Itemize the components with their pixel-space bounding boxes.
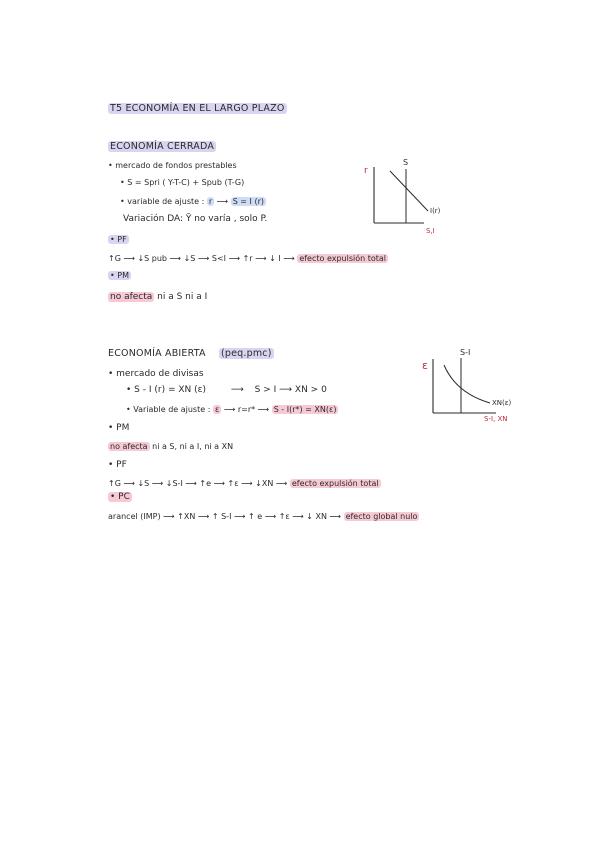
graph-xn-label: XN(ε) [492,399,512,407]
open-pc-label: • PC [110,492,130,502]
closed-market-line: • mercado de fondos prestables [108,161,237,170]
open-adjustment-line: • Variable de ajuste : ε ⟶ r=r* ⟶ S - I(r*) = XN(ε) [126,405,337,414]
adjustment-variable: r [208,197,213,206]
pf-effect-text: efecto expulsión total [299,254,387,263]
closed-pm-label: • PM [110,271,129,280]
open-pm-line: no afecta ni a S, ni a I, ni a XN [110,442,234,451]
open-pf-label: • PF [108,460,127,470]
open-market-line: • mercado de divisas [108,369,204,379]
graph-si-label: S-I [460,348,471,357]
open-heading-note: (peq.pmc) [220,348,272,359]
closed-pf-chain: ↑G ⟶ ↓S pub ⟶ ↓S ⟶ S<I ⟶ ↑r ⟶ ↓ I ⟶ efecto expulsión total [108,254,387,263]
closed-economy-heading: ECONOMÍA CERRADA [110,141,215,152]
foreign-exchange-graph [418,345,518,425]
graph-y-label: r [364,166,368,176]
closed-variation-line: Variación DA: Ȳ no varía , solo P. [123,214,268,224]
graph-x-label: S,I [426,227,435,235]
graph-epsilon-label: ε [422,359,428,372]
loanable-funds-graph [360,155,440,235]
closed-pm-line: no afecta ni a S ni a I [110,292,208,302]
open-economy-heading: ECONOMÍA ABIERTA (peq.pmc) [108,348,272,359]
pc-effect-text: efecto global nulo [345,512,418,521]
net-exports-curve [444,365,490,403]
open-equilibrium-equation: S - I(r*) = XN(ε) [273,405,337,414]
closed-adjustment-line: • variable de ajuste : r ⟶ S = I (r) [120,197,264,206]
investment-curve [390,171,428,211]
open-pf-chain: ↑G ⟶ ↓S ⟶ ↓S-I ⟶ ↑e ⟶ ↑ε ⟶ ↓XN ⟶ efecto expulsión total [108,479,379,488]
graph-i-label: I(r) [430,207,441,215]
closed-pf-label: • PF [110,235,127,244]
graph-s-label: S [403,158,409,167]
open-adjustment-variable: ε [214,405,220,414]
page-title: T5 ECONOMÍA EN EL LARGO PLAZO [110,103,285,114]
closed-savings-equation: • S = Spri ( Y-T-C) + Spub (T-G) [120,178,245,187]
open-pc-chain: arancel (IMP) ⟶ ↑XN ⟶ ↑ S-I ⟶ ↑ e ⟶ ↑ε ⟶ ↓ XN ⟶ efecto global nulo [108,512,418,521]
open-pm-label: • PM [108,423,130,433]
open-pf-effect-text: efecto expulsión total [291,479,379,488]
graph-x-label: S-I, XN [484,415,508,423]
equilibrium-equation: S = I (r) [232,197,264,206]
open-balance-equation: • S - I (r) = XN (ε) ⟶ S > I ⟶ XN > 0 [126,385,327,395]
